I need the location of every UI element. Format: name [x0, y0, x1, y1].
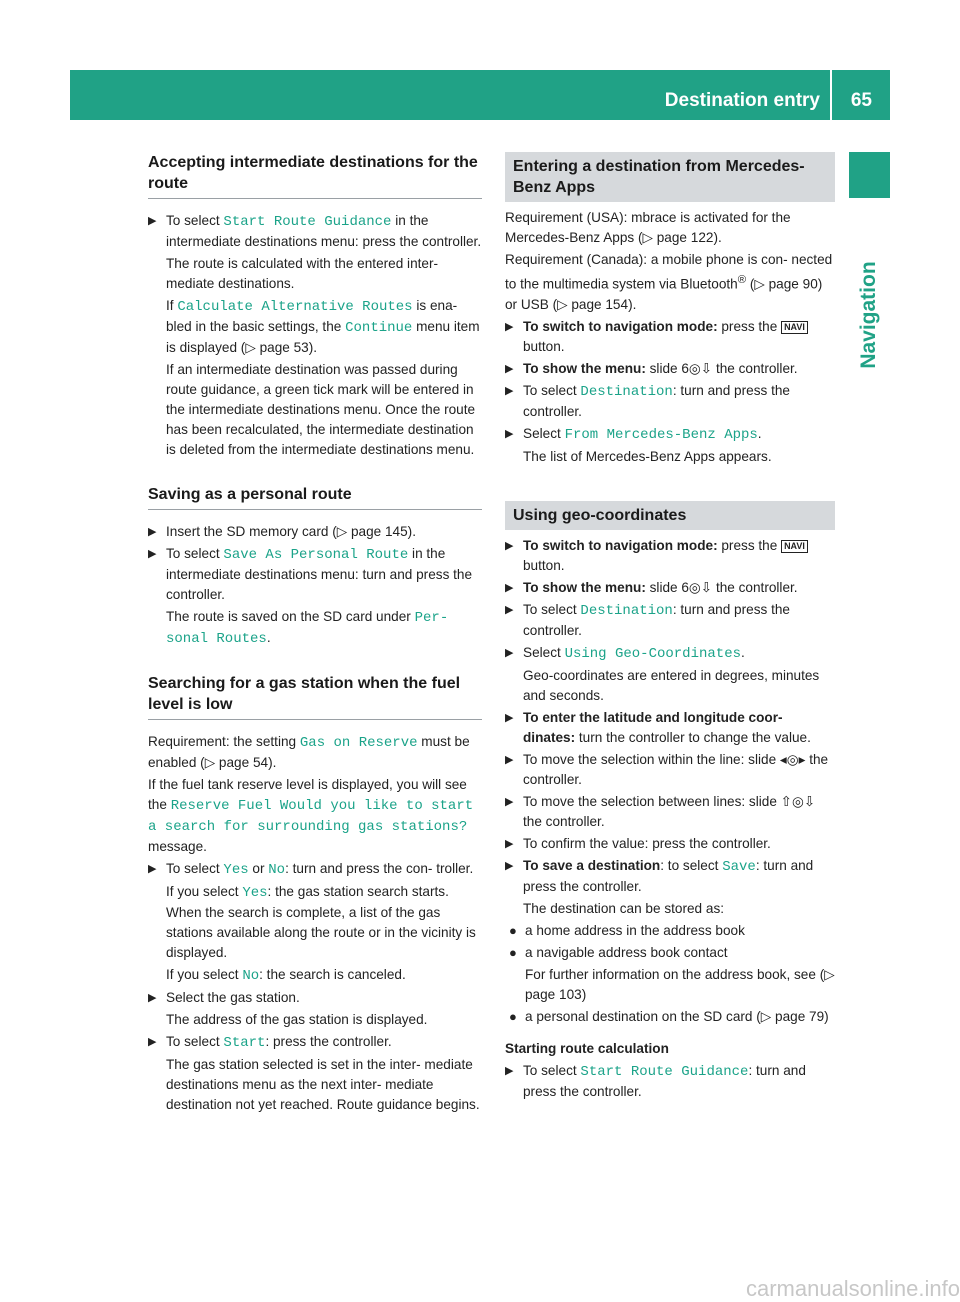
instruction-step: ▶ To select Start: press the controller. — [148, 1034, 392, 1051]
page-reference-link[interactable]: page 145 — [350, 524, 408, 539]
instruction-step: ▶ To save a destination: to select Save: turn and press the controller. — [505, 857, 814, 894]
instruction-step: ▶ Select From Mercedes-Benz Apps. — [505, 425, 762, 443]
list-item: ● a personal destination on the SD card (▷ page 79) — [505, 1007, 835, 1027]
arrow-icon: ▶ — [148, 1036, 157, 1048]
arrow-icon: ▶ — [505, 1064, 514, 1077]
arrow-icon: ▶ — [148, 526, 157, 538]
instruction-step: ▶ To confirm the value: press the controller. — [505, 834, 835, 854]
instruction-step: ▶ To select Save As Personal Route in the intermediate destinations menu: turn and press the controller. — [148, 546, 473, 602]
controller-slide-icon: ⇧◎⇩ — [780, 793, 816, 809]
instruction-step: ▶ To move the selection between lines: slide ⇧◎⇩ the controller. — [505, 793, 816, 829]
arrow-icon: ▷ — [754, 276, 769, 292]
list-item: ● a home address in the address book — [505, 921, 835, 941]
arrow-icon: ▶ — [148, 863, 157, 875]
page-header — [70, 70, 890, 120]
navi-key-icon: NAVI — [781, 321, 808, 334]
list-item: ● a navigable address book contact — [505, 943, 835, 963]
instruction-step: ▶ To enter the latitude and longitude coor- dinates: turn the controller to change the value. — [505, 709, 811, 745]
bullet-icon: ● — [509, 922, 517, 938]
controller-slide-icon: 6◎⇩ — [681, 579, 713, 595]
paragraph: Requirement (USA): mbrace is activated for the Mercedes-Benz Apps (▷ page 122). — [505, 210, 791, 245]
paragraph: The route is saved on the SD card under Per‐ sonal Routes. — [166, 609, 449, 647]
controller-slide-icon: ◂◎▸ — [779, 751, 806, 767]
paragraph: The gas station selected is set in the inter- mediate destinations menu as the next inter- mediate destination not yet reached. Route guidance begins. — [166, 1057, 480, 1112]
paragraph: If an intermediate destination was passed during route guidance, a green tick mark will be entered in the intermediate destinations menu. Once the route has been recalculated, the intermediate destination is deleted from the intermediate destinations menu. — [166, 362, 476, 457]
page-reference-link[interactable]: page 154 — [571, 296, 629, 312]
paragraph: Requirement (Canada): a mobile phone is con- nected to the multimedia system via Bluetooth® (▷ page 90) or USB (▷ page 154). — [505, 252, 833, 312]
bullet-icon: ● — [509, 944, 517, 960]
paragraph: If Calculate Alternative Routes is ena- bled in the basic settings, the Continue menu item is displayed (▷ page 53). — [166, 298, 480, 355]
instruction-step: ▶ Select Using Geo-Coordinates. — [505, 644, 745, 662]
page-reference-link[interactable]: page 79 — [775, 1008, 825, 1024]
instruction-step: ▶ Select the gas station. — [148, 988, 482, 1008]
arrow-icon: ▶ — [505, 837, 514, 850]
instruction-step: ▶ Insert the SD memory card (▷ page 145). — [148, 522, 482, 542]
instruction-step: ▶ To switch to navigation mode: press the NAVI button. — [505, 317, 835, 357]
header-separator — [830, 70, 832, 120]
navi-key-icon: NAVI — [781, 540, 808, 553]
instruction-step: ▶ To select Destination: turn and press the controller. — [505, 601, 790, 638]
page-reference-link[interactable]: page 103 — [525, 986, 582, 1002]
section-heading: Accepting intermediate destinations for the route — [148, 152, 482, 199]
arrow-icon: ▶ — [148, 992, 157, 1004]
page-reference-link[interactable]: page 54 — [218, 755, 269, 770]
instruction-step: ▶ To select Start Route Guidance: turn and press the controller. — [505, 1062, 806, 1099]
instruction-step: ▶ To show the menu: slide 6◎⇩ the controller. — [505, 359, 835, 379]
section-heading: Entering a destination from Mercedes-Benz Apps — [505, 152, 835, 202]
arrow-icon: ▷ — [336, 524, 351, 539]
arrow-icon: ▶ — [148, 548, 157, 560]
paragraph: If the fuel tank reserve level is displayed, you will see the Reserve Fuel Would you like to start a search for surrounding gas stations? message. — [148, 777, 474, 854]
arrow-icon: ▶ — [505, 859, 514, 872]
instruction-step: ▶ To select Yes or No: turn and press the con- troller. — [148, 861, 474, 878]
paragraph: Geo-coordinates are entered in degrees, minutes and seconds. — [523, 667, 820, 703]
arrow-icon: ▶ — [505, 795, 514, 808]
right-column — [505, 152, 835, 1104]
instruction-step: ▶ To show the menu: slide 6◎⇩ the controller. — [505, 578, 835, 598]
arrow-icon: ▷ — [824, 966, 835, 982]
section-heading: Using geo-coordinates — [505, 501, 835, 530]
side-tab-label: Navigation — [857, 261, 880, 369]
page-reference-link[interactable]: page 90 — [768, 276, 818, 292]
subsection-heading: Starting route calculation — [505, 1040, 669, 1056]
section-heading: Saving as a personal route — [148, 484, 482, 510]
paragraph: The list of Mercedes-Benz Apps appears. — [523, 448, 772, 464]
arrow-icon: ▶ — [505, 427, 514, 440]
left-column — [148, 152, 482, 1117]
header-title: Destination entry — [664, 90, 820, 111]
paragraph: The destination can be stored as: — [523, 900, 725, 916]
arrow-icon: ▶ — [505, 320, 514, 333]
paragraph: The address of the gas station is displayed. — [166, 1012, 428, 1027]
arrow-icon: ▷ — [245, 340, 260, 355]
arrow-icon: ▷ — [760, 1008, 776, 1024]
page-reference-link[interactable]: page 53 — [259, 340, 309, 355]
controller-slide-icon: 6◎⇩ — [681, 360, 713, 376]
instruction-step: ▶ To switch to navigation mode: press the NAVI button. — [505, 536, 835, 576]
arrow-icon: ▶ — [505, 362, 514, 375]
paragraph: Requirement: the setting Gas on Reserve must be enabled (▷ page 54). — [148, 734, 470, 770]
arrow-icon: ▶ — [505, 753, 514, 766]
instruction-step: ▶ To select Destination: turn and press the controller. — [505, 382, 790, 419]
paragraph: The route is calculated with the entered inter- mediate destinations. — [166, 256, 439, 291]
section-heading: Searching for a gas station when the fuel level is low — [148, 673, 482, 720]
instruction-step: ▶ To select Start Route Guidance in the intermediate destinations menu: press the controller. — [148, 213, 482, 249]
side-tab-block — [849, 152, 890, 198]
arrow-icon: ▶ — [505, 581, 514, 594]
page-reference-link[interactable]: page 122 — [656, 230, 714, 245]
arrow-icon: ▷ — [204, 755, 219, 770]
arrow-icon: ▷ — [557, 296, 572, 312]
arrow-icon: ▶ — [505, 646, 514, 659]
bullet-icon: ● — [509, 1008, 517, 1024]
page-number: 65 — [850, 90, 872, 111]
arrow-icon: ▶ — [505, 384, 514, 397]
arrow-icon: ▷ — [642, 230, 657, 245]
paragraph: For further information on the address book, see (▷ page 103) — [525, 966, 835, 1002]
paragraph: If you select Yes: the gas station search starts. When the search is complete, a list of the gas stations available along the route or in the vicinity is displayed. — [166, 884, 476, 960]
instruction-step: ▶ To move the selection within the line: slide ◂◎▸ the controller. — [505, 751, 829, 787]
arrow-icon: ▶ — [505, 539, 514, 552]
arrow-icon: ▶ — [505, 711, 514, 724]
arrow-icon: ▶ — [148, 215, 157, 227]
arrow-icon: ▶ — [505, 603, 514, 616]
watermark: carmanualsonline.info — [745, 1276, 960, 1301]
paragraph: If you select No: the search is canceled. — [166, 967, 406, 984]
